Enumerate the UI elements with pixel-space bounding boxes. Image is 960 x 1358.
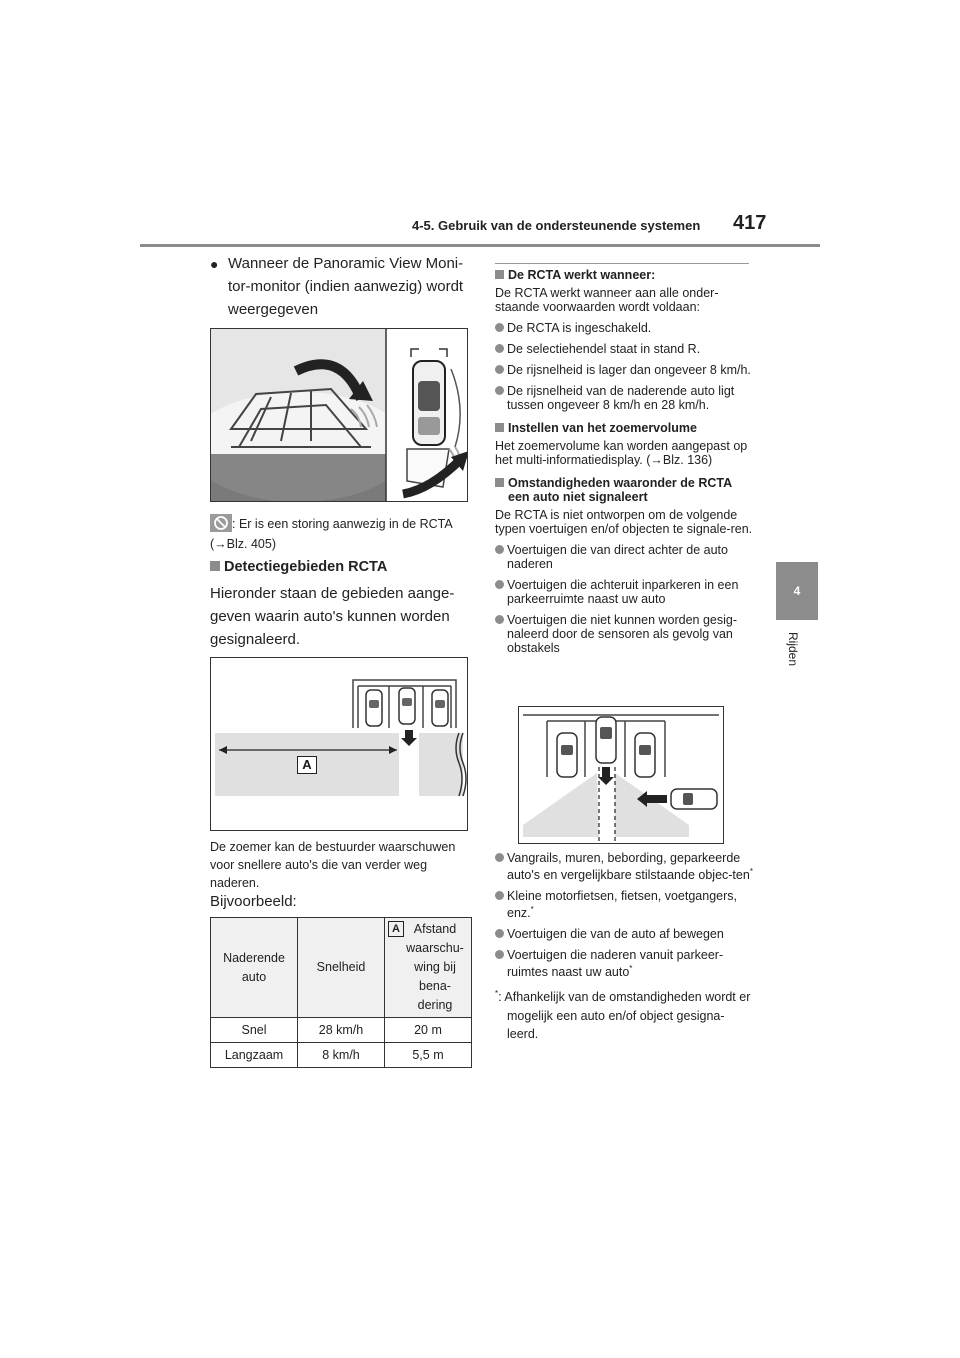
chapter-label: Rijden (786, 632, 800, 667)
header-distance-text: Afstand waarschu-wing bij bena-dering (406, 922, 464, 1012)
fault-caption-text: : Er is een storing aanwezig in de RCTA (→Blz. 405) (210, 517, 453, 551)
chapter-tab: 4 (776, 562, 818, 620)
list-item-text: Voertuigen die naderen vanuit parkeer-ruimtes naast uw auto (507, 948, 724, 980)
bullet-icon (495, 545, 504, 554)
bullet-icon (495, 386, 504, 395)
footnote-marker: * (749, 867, 753, 876)
right-column-bottom (495, 844, 753, 1043)
detection-heading (210, 559, 387, 575)
list-item-text: De rijsnelheid is lager dan ongeveer 8 km/h. (507, 363, 751, 377)
example-label: Bijvoorbeeld: (210, 893, 297, 910)
panoramic-view-illustration (211, 329, 467, 501)
detection-heading-text: Detectiegebieden RCTA (224, 559, 388, 575)
table-header-cell: Naderende auto (211, 918, 298, 1018)
detection-area-illustration (211, 658, 467, 830)
bullet-icon (495, 323, 504, 332)
bullet-icon (495, 891, 504, 900)
fault-caption (210, 514, 472, 554)
section-square-icon (495, 270, 504, 279)
speed-table-wrap (210, 917, 472, 1068)
list-item-text: De RCTA is ingeschakeld. (507, 321, 652, 335)
fault-icon (210, 514, 232, 532)
bullet-icon (495, 950, 504, 959)
table-cell: 28 km/h (298, 1018, 385, 1043)
list-item (495, 384, 753, 412)
section-square-icon (495, 478, 504, 487)
right-column-top (495, 268, 753, 655)
table-cell: 5,5 m (385, 1043, 472, 1068)
speed-table (210, 917, 472, 1068)
page-number: 417 (733, 212, 767, 234)
obstruction-illustration (519, 707, 723, 843)
table-cell: 20 m (385, 1018, 472, 1043)
list-item-text: Vangrails, muren, bebording, geparkeerde auto's en vergelijkbare stilstaande objec-ten (507, 851, 750, 883)
not-detected-text: De RCTA is niet ontworpen om de volgende typen voertuigen en/of objecten te signale-ren. (495, 508, 753, 536)
list-item (495, 321, 753, 335)
bullet-icon (495, 344, 504, 353)
not-detected-heading-text: Omstandigheden waaronder de RCTA een auto niet signaleert (508, 476, 732, 504)
list-item (495, 613, 753, 655)
table-header-cell (385, 918, 472, 1018)
panoramic-view-figure (210, 328, 468, 502)
list-item (495, 578, 753, 606)
footnote-text: : Afhankelijk van de omstandigheden wordt er mogelijk een auto en/of object gesigna-leerd. (498, 990, 751, 1041)
section-title: 4-5. Gebruik van de ondersteunende systemen (412, 218, 701, 233)
list-item (495, 948, 753, 979)
list-item-text: De rijsnelheid van de naderende auto ligt tussen ongeveer 8 km/h en 28 km/h. (507, 384, 735, 412)
list-item-text: Voertuigen die van direct achter de auto naderen (507, 543, 728, 571)
obstruction-figure (518, 706, 724, 844)
right-divider (495, 263, 749, 264)
detection-area-figure (210, 657, 468, 831)
not-detected-heading (495, 476, 753, 504)
list-item-text: Kleine motorfietsen, fietsen, voetgangers, enz. (507, 889, 737, 921)
section-square-icon (210, 561, 220, 571)
footnote-marker: * (495, 989, 499, 999)
list-item (495, 363, 753, 377)
list-item (495, 927, 753, 941)
bullet-icon (495, 853, 504, 862)
bullet-icon (495, 365, 504, 374)
list-item (495, 851, 753, 882)
section-square-icon (495, 423, 504, 432)
footnote-marker: * (629, 964, 633, 974)
rcta-works-text: De RCTA werkt wanneer aan alle onder-staande voorwaarden wordt voldaan: (495, 286, 719, 314)
table-cell: Langzaam (211, 1043, 298, 1068)
bullet-icon (495, 580, 504, 589)
table-header-cell: Snelheid (298, 918, 385, 1018)
list-item-text: Voertuigen die niet kunnen worden gesig-naleerd door de sensoren als gevolg van obstakels (507, 613, 738, 655)
header-badge-a: A (388, 921, 404, 937)
list-item (495, 543, 753, 571)
rcta-works-heading (495, 268, 753, 282)
list-item-text: Voertuigen die achteruit inparkeren in een parkeerruimte naast uw auto (507, 578, 739, 606)
table-header-row (211, 918, 472, 1018)
bullet-icon (495, 615, 504, 624)
table-cell: Snel (211, 1018, 298, 1043)
footnote-marker: * (530, 905, 534, 915)
table-row (211, 1043, 472, 1068)
rcta-works-heading-text: De RCTA werkt wanneer: (508, 268, 656, 282)
buzzer-volume-text: Het zoemervolume kan worden aangepast op het multi-informatiedisplay. (→Blz. 136) (495, 439, 748, 467)
list-item-text: De selectiehendel staat in stand R. (507, 342, 701, 356)
footnote (495, 985, 753, 1042)
bullet-icon (495, 929, 504, 938)
buzzer-volume-heading (495, 421, 753, 435)
header-divider (140, 244, 820, 247)
table-row (211, 1018, 472, 1043)
buzzer-volume-heading-text: Instellen van het zoemervolume (508, 421, 697, 435)
list-item (495, 889, 753, 920)
detection-text: Hieronder staan de gebieden aange-geven waarin auto's kunnen worden gesignaleerd. (210, 585, 455, 648)
bullet-icon: ● (210, 256, 219, 272)
buzzer-note: De zoemer kan de bestuurder waarschuwen voor snellere auto's die van verder weg naderen. (210, 840, 456, 890)
list-item-text: Voertuigen die van de auto af bewegen (507, 927, 724, 942)
table-cell: 8 km/h (298, 1043, 385, 1068)
lead-bullet-text: Wanneer de Panoramic View Moni-tor-monitor (indien aanwezig) wordt weergegeven (228, 255, 464, 318)
figure-label-a: A (297, 756, 317, 774)
list-item (495, 342, 753, 356)
